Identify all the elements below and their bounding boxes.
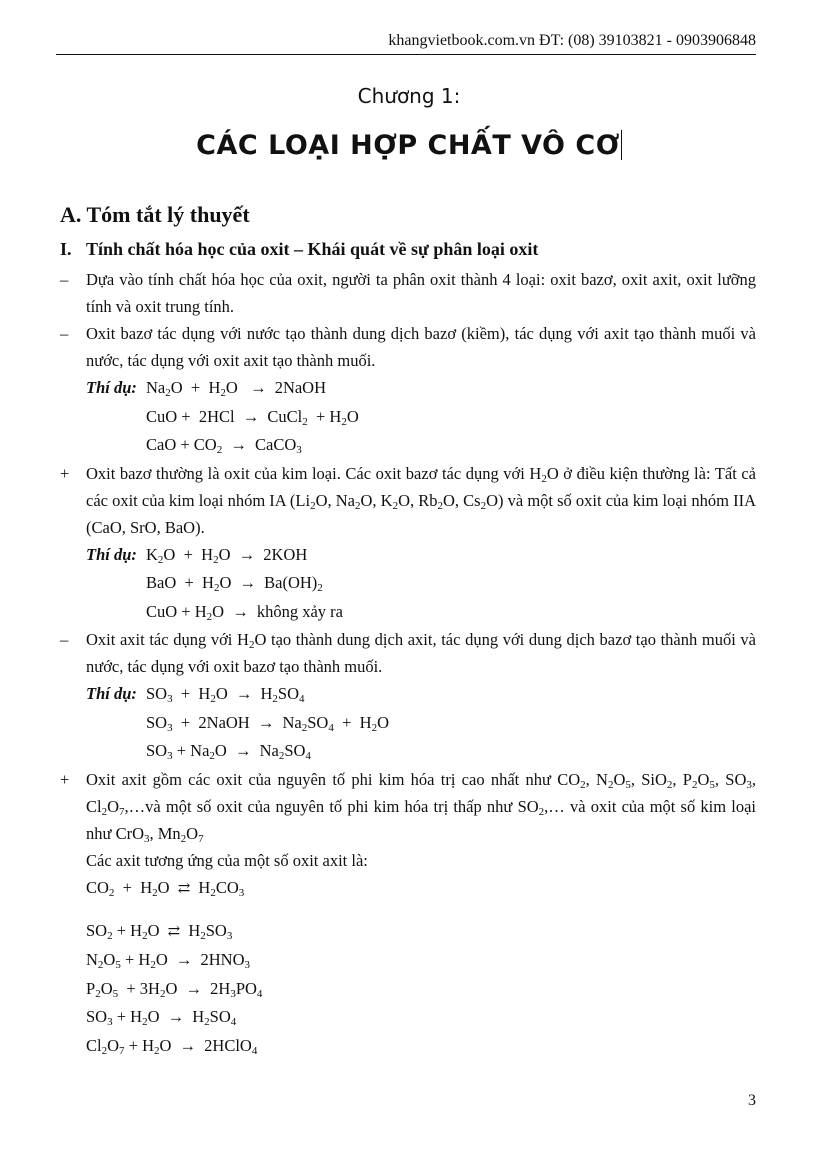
equation: $SO_3 + H_2O \to H_2SO_4$ [86,1007,237,1028]
example-block-2 [86,541,756,627]
list-item [60,320,756,460]
item-text [86,320,756,460]
list-item [60,266,756,320]
example-block-3 [86,680,756,766]
bullet-dash: – [60,324,69,343]
section-a-heading: A. Tóm tắt lý thuyết [60,202,250,227]
header-text: khangvietbook.com.vn ĐT: (08) 39103821 - 0903906848 [388,32,756,49]
bullet-dash: – [60,270,69,289]
item-text-body: Oxit axit gồm các oxit của nguyên tố phi kim hóa trị cao nhất như $CO_2$, $N_2O_5$, SiO$_2$, $P_2O_5$, $SO_3$, $Cl_2O_7,\dots và$ một số oxit của nguyên tố phi kim hóa trị thấp như $SO_2,\dots$ và oxit của một số kim loại như CrO$_3$, $Mn_2O_7$ [86,769,757,845]
bullet-dash: – [60,630,69,649]
section-i-number: I. [60,239,72,259]
equation: $K_2O + H_2O \to 2KOH$ [146,544,308,566]
list-item [60,766,756,1061]
example-label: Thí dụ: [86,544,137,564]
example-label: Thí dụ: [86,684,137,703]
acids-intro: Các axit tương ứng của một số oxit axit là: [86,850,368,870]
equation: $SO_2 + H_2O$ ⇄ $H_2SO_3$ [86,920,233,942]
equation: $Cl_2O_7 + H_2O$ → 2HClO$_4$ [86,1035,258,1057]
equation: $Na_2O + H_2O$ → 2NaOH [146,378,327,399]
equation: BaO + $H_2O \to Ba(OH)_2$ [146,573,323,594]
chapter-title [0,130,818,161]
equation: CuO + 2HCl → CuCl$_2$ + $H_2O$ [146,406,359,428]
equation: $SO_3 + H_2O \to H_2SO_4$ [146,684,305,705]
page-number: 3 [748,1092,756,1109]
item-text [86,766,756,1061]
item-text [86,626,756,766]
section-i-title: Tính chất hóa học của oxit – Khái quát về sự phân loại oxit [86,239,539,259]
equation: $N_2O_5 + H_2O \to 2HNO_3$ [86,950,250,971]
list-item [60,460,756,627]
equation: $SO_3 + Na_2O \to Na_2SO_4$ [146,741,311,762]
item-text: Dựa vào tính chất hóa học của oxit, người ta phân oxit thành 4 loại: oxit bazơ, oxit axit, oxit lưỡng tính và oxit trung tính. [86,270,756,316]
chapter-title-text: CÁC LOẠI HỢP CHẤT VÔ CƠ [196,130,620,161]
bullet-plus: + [60,463,70,483]
chapter-label: Chương 1: [357,84,461,108]
item-text-body: Oxit bazơ tác dụng với nước tạo thành dung dịch bazơ (kiềm), tác dụng với axit tạo thành muối và nước, tác dụng với oxit axit tạo thành muối. [86,324,756,370]
acids-list [86,917,756,1061]
page-header [56,28,756,55]
bullet-plus: + [60,769,70,789]
section-i-heading [60,236,756,262]
item-text-body: Oxit axit tác dụng với $H_2O$ tạo thành dung dịch axit, tác dụng với dung dịch bazơ tạo thành muối và nước, tác dụng với oxit bazơ tạo thành muối. [86,630,756,676]
item-text-body: Oxit bazơ thường là oxit của kim loại. Các oxit bazơ tác dụng với $H_2O$ ở điều kiện thường là: Tất cả các oxit của kim loại nhóm IA ($Li_2O$, $Na_2O$, $K_2O$, $Rb_2O$, $Cs_2O$) và một số oxit của kim loại nhóm IIA (CaO, SrO, BaO). [86,463,757,537]
item-text [86,460,756,627]
list-item [60,626,756,766]
equation: CuO + $H_2O$ → không xảy ra [146,601,343,623]
equation: $SO_3$ + 2NaOH → $Na_2SO_4 + H_2O$ [146,712,389,734]
equation: CaO + $CO_2$ → CaCO$_3$ [146,435,302,456]
document-body [60,200,756,1060]
text-cursor [621,130,622,160]
equation: $CO_2 + H_2O$ ⇄ $H_2CO_3$ [86,877,245,899]
example-label: Thí dụ: [86,378,137,397]
example-block-1 [86,374,756,460]
equation: $P_2O_5 + 3H_2O \to 2H_3PO_4$ [86,978,263,1000]
